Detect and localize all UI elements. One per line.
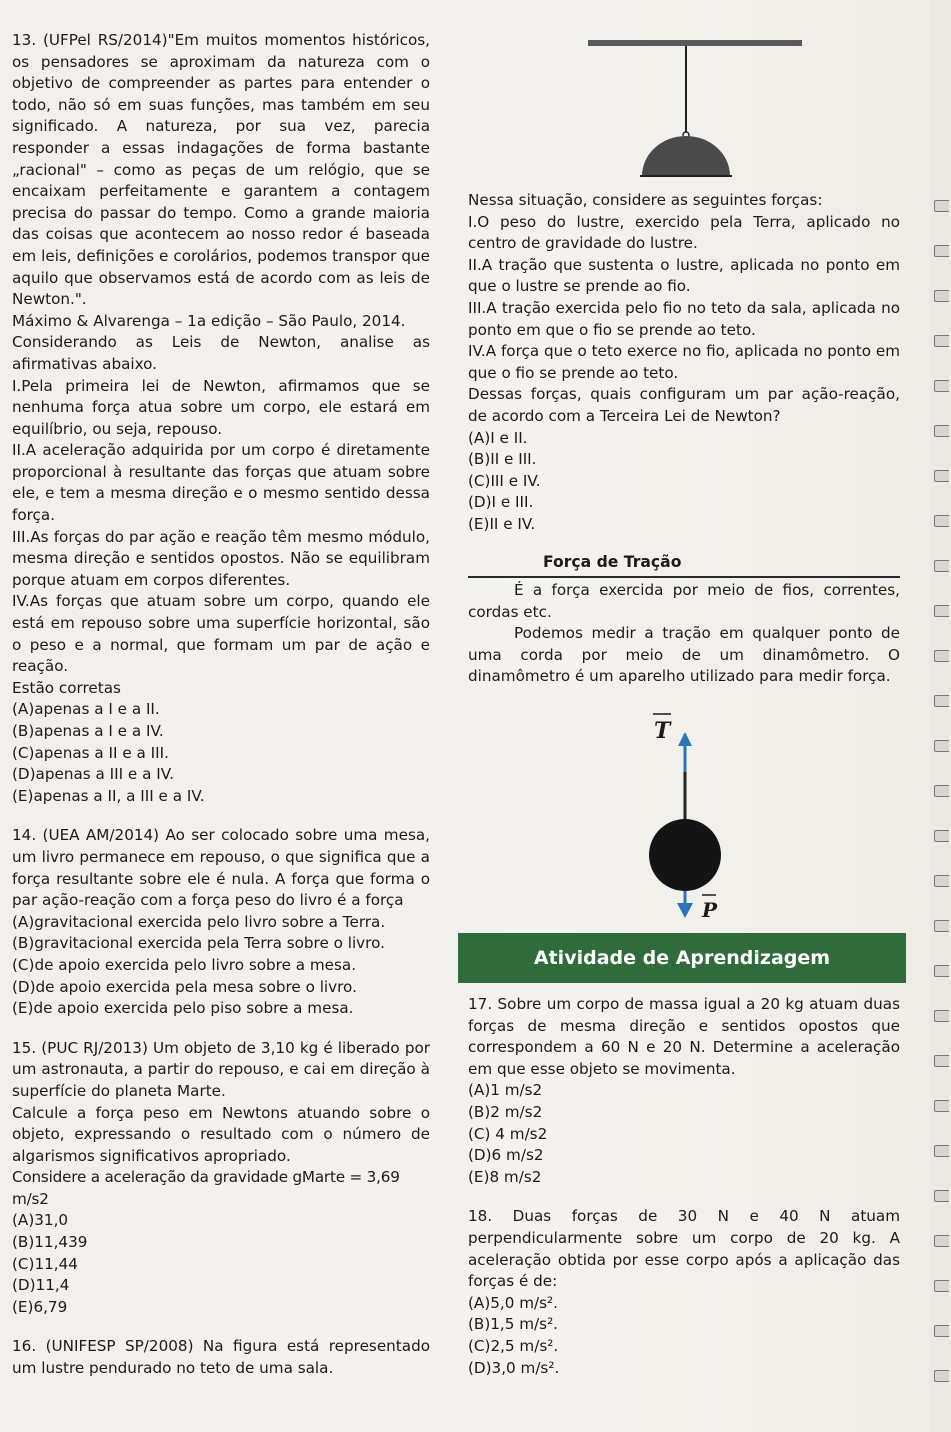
q15-text-3: Considere a aceleração da gravidade gMarte = 3,69 m/s2: [12, 1168, 400, 1208]
q16-ask: Dessas forças, quais configuram um par ação-reação, de acordo com a Terceira Lei de Newton?: [468, 385, 900, 425]
binder-tab: [934, 1280, 949, 1292]
q15-option-b: (B)11,439: [12, 1233, 88, 1252]
binder-tab: [934, 380, 949, 392]
tension-diagram: [620, 700, 760, 930]
ceiling-bar: [588, 40, 802, 46]
q18-text: 18. Duas forças de 30 N e 40 N atuam perpendicularmente sobre um corpo de 20 kg. A aceleração obtida por esse corpo após a aplicação das forças é de:: [468, 1207, 900, 1291]
binder-tab: [934, 200, 949, 212]
tension-label: T: [654, 718, 671, 744]
binder-tab: [934, 1010, 949, 1022]
q16-option-d: (D)I e III.: [468, 493, 534, 512]
q13-option-d: (D)apenas a III e a IV.: [12, 765, 174, 784]
q14-text: 14. (UEA AM/2014) Ao ser colocado sobre uma mesa, um livro permanece em repouso, o que significa que a força resultante sobre ele é nula. A força que forma o par ação-reação com a força peso do livro é a força: [12, 826, 430, 910]
q16-option-a: (A)I e II.: [468, 428, 528, 447]
q15-text-2: Calcule a força peso em Newtons atuando sobre o objeto, expressando o resultado com o número de algarismos significativos apropriado.: [12, 1103, 430, 1165]
q17-option-d: (D)6 m/s2: [468, 1146, 544, 1165]
binder-tab: [934, 740, 949, 752]
binder-tab: [934, 515, 949, 527]
binder-tab: [934, 560, 949, 572]
binder-tab: [934, 425, 949, 437]
q13-source: Máximo & Alvarenga – 1a edição – São Paulo, 2014.: [12, 311, 406, 330]
binder-tab: [934, 335, 949, 347]
right-column-top: [468, 190, 900, 536]
q16-option-b: (B)II e III.: [468, 450, 537, 469]
binder-edge: [930, 170, 951, 1410]
q16-item-2: II.A tração que sustenta o lustre, aplicada no ponto em que o lustre se prende ao fio.: [468, 255, 900, 296]
q16-lead: Nessa situação, considere as seguintes forças:: [468, 191, 823, 209]
binder-tab: [934, 1100, 949, 1112]
q13-option-e: (E)apenas a II, a III e a IV.: [12, 786, 205, 805]
binder-tab: [934, 1235, 949, 1247]
q18-option-b: (B)1,5 m/s².: [468, 1315, 558, 1334]
binder-tab: [934, 920, 949, 932]
binder-tab: [934, 830, 949, 842]
q16-option-c: (C)III e IV.: [468, 471, 541, 490]
q17-option-a: (A)1 m/s2: [468, 1081, 543, 1100]
q13-item-2: II.A aceleração adquirida por um corpo é diretamente proporcional à resultante das forças que atuam sobre ele, e tem a mesma direção e o mesmo sentido dessa força.: [12, 441, 430, 525]
section-body: [468, 580, 900, 688]
section-title: Força de Tração: [543, 553, 682, 571]
q17-option-e: (E)8 m/s2: [468, 1167, 542, 1186]
q14-option-e: (E)de apoio exercida pelo piso sobre a mesa.: [12, 999, 354, 1018]
q16-item-1: I.O peso do lustre, exercido pela Terra, aplicado no centro de gravidade do lustre.: [468, 212, 900, 253]
q13-ask: Estão corretas: [12, 678, 121, 697]
chandelier-lamp: [642, 136, 730, 176]
binder-tab: [934, 875, 949, 887]
q16-item-3: III.A tração exercida pelo fio no teto da sala, aplicada no ponto em que o fio se prende ao teto.: [468, 298, 900, 339]
q17-option-c: (C) 4 m/s2: [468, 1124, 548, 1143]
binder-tab: [934, 785, 949, 797]
binder-tab: [934, 965, 949, 977]
binder-tab: [934, 1370, 949, 1382]
q13-option-c: (C)apenas a II e a III.: [12, 743, 169, 762]
q15-option-c: (C)11,44: [12, 1254, 78, 1273]
q15-text: 15. (PUC RJ/2013) Um objeto de 3,10 kg é liberado por um astronauta, a partir do repouso, e cai em direção à superfície do planeta Marte.: [12, 1038, 430, 1100]
q13-item-1: I.Pela primeira lei de Newton, afirmamos que se nenhuma força atua sobre um corpo, ele estará em equilíbrio, ou seja, repouso.: [12, 376, 430, 438]
section-paragraph-2: Podemos medir a tração em qualquer ponto de uma corda por meio de um dinamômetro. O dinamômetro é um aparelho utilizado para medir força.: [468, 624, 900, 686]
q18-option-a: (A)5,0 m/s².: [468, 1293, 558, 1312]
binder-tab: [934, 1190, 949, 1202]
q14-option-b: (B)gravitacional exercida pela Terra sobre o livro.: [12, 934, 385, 953]
q14-option-c: (C)de apoio exercida pelo livro sobre a mesa.: [12, 955, 357, 974]
q17-option-b: (B)2 m/s2: [468, 1102, 543, 1121]
q16-option-e: (E)II e IV.: [468, 514, 536, 533]
binder-tab: [934, 1325, 949, 1337]
learning-activity-banner: Atividade de Aprendizagem: [458, 933, 906, 983]
q18-option-d: (D)3,0 m/s².: [468, 1358, 560, 1377]
q14-option-d: (D)de apoio exercida pela mesa sobre o livro.: [12, 977, 357, 996]
section-paragraph-1: É a força exercida por meio de fios, correntes, cordas etc.: [468, 581, 900, 621]
q13-prompt: Considerando as Leis de Newton, analise as afirmativas abaixo.: [12, 333, 430, 373]
right-column-bottom: [468, 994, 900, 1379]
q16-text: 16. (UNIFESP SP/2008) Na figura está representado um lustre pendurado no teto de uma sala.: [12, 1337, 430, 1378]
q16-item-4: IV.A força que o teto exerce no fio, aplicada no ponto em que o fio se prende ao teto.: [468, 342, 900, 382]
q15-option-d: (D)11,4: [12, 1276, 70, 1295]
binder-tab: [934, 1055, 949, 1067]
tension-arrow-head: [678, 732, 692, 746]
binder-tab: [934, 1145, 949, 1157]
q13-option-b: (B)apenas a I e a IV.: [12, 722, 164, 740]
binder-tab: [934, 470, 949, 482]
q18-option-c: (C)2,5 m/s².: [468, 1336, 559, 1355]
binder-tab: [934, 290, 949, 302]
binder-tab: [934, 650, 949, 662]
q13-item-4: IV.As forças que atuam sobre um corpo, quando ele está em repouso sobre uma superfície horizontal, são o peso e a normal, que formam um par de ação e reação.: [12, 592, 430, 676]
hanging-mass: [649, 819, 721, 891]
binder-tab: [934, 605, 949, 617]
section-divider: [468, 576, 900, 578]
chandelier-figure: [580, 36, 810, 186]
q14-option-a: (A)gravitacional exercida pelo livro sobre a Terra.: [12, 912, 386, 931]
weight-label: P: [702, 898, 718, 922]
q13-option-a: (A)apenas a I e a II.: [12, 700, 160, 719]
weight-arrow-head: [677, 903, 693, 918]
q17-text: 17. Sobre um corpo de massa igual a 20 kg atuam duas forças de mesma direção e sentidos opostos que correspondem a 60 N e 20 N. Determine a aceleração em que esse objeto se movimenta.: [468, 995, 900, 1078]
left-column: [12, 30, 430, 1380]
binder-tab: [934, 695, 949, 707]
q15-option-e: (E)6,79: [12, 1297, 68, 1316]
q13-intro: 13. (UFPel RS/2014)"Em muitos momentos históricos, os pensadores se aproximam da natureza com o objetivo de compreender as partes para entender o todo, não só em suas funções, mas também em seu significado. A natureza, por sua vez, parecia responder a essas indagações de forma bastante „racional" – como as peças de um relógio, que se encaixam perfeitamente e garantem a contagem precisa do passar do tempo. Como a grande maioria das coisas que acontecem ao nosso redor é baseada em leis, definições e corolários, podemos transpor que aquilo que observamos está de acordo com as leis de Newton.".: [12, 31, 430, 309]
q15-option-a: (A)31,0: [12, 1211, 69, 1230]
q13-item-3: III.As forças do par ação e reação têm mesmo módulo, mesma direção e sentidos opostos. Não se equilibram porque atuam em corpos diferentes.: [12, 527, 430, 589]
binder-tab: [934, 245, 949, 257]
